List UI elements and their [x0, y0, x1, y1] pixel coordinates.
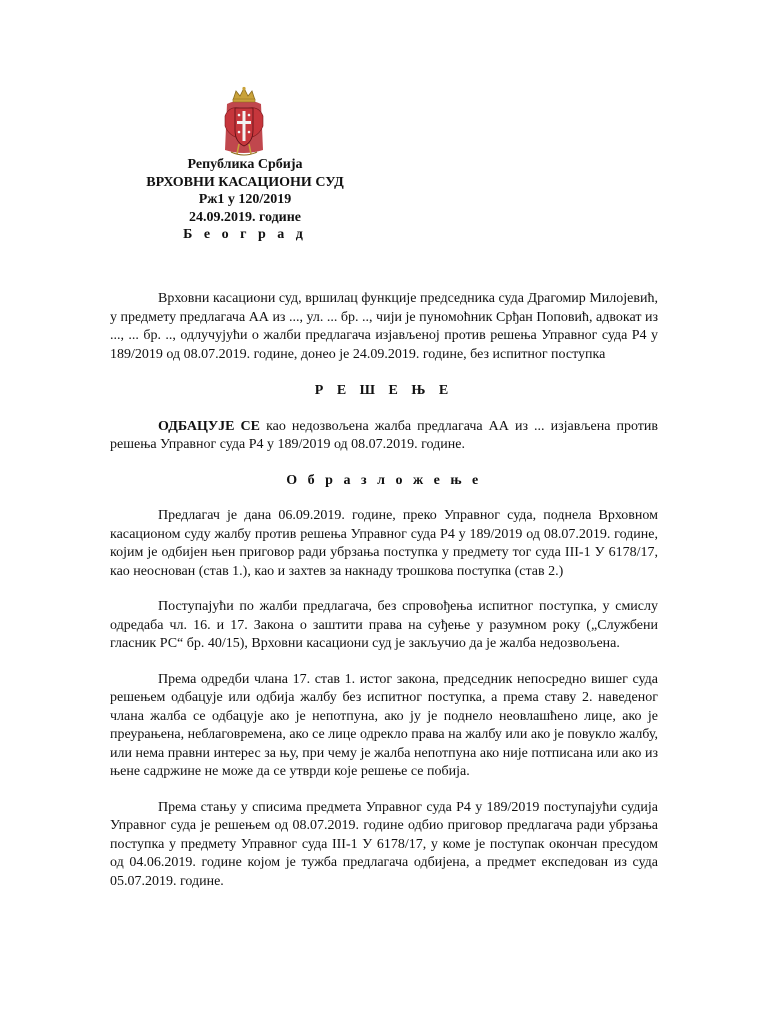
reasoning-title: О б р а з л о ж е њ е: [286, 472, 482, 488]
document-header: [120, 156, 370, 244]
decision-paragraph: [110, 418, 658, 455]
reasoning-paragraph-4: Према стању у списима предмета Управног суда Р4 у 189/2019 поступајући судија Управног суда је решењем од 08.07.2019. године одбио приговор предлагача ради убрзања поступка у предмету Управног суда III-1 У 6178/17, у коме је поступак окончан пресудом од 04.06.2019. године којом је тужба предлагача одбијена, а предмет експедован из суда 05.07.2019. године.: [110, 799, 658, 889]
reasoning-paragraph-3: Према одредби члана 17. став 1. истог закона, председник непосредно вишег суда решењем одбацује или одбија жалбу без испитног поступка, а према ставу 2. наведеног члана жалба се одбацује ако је непотпуна, ако ју је поднело неовлашћено лице, ако је преурањена, неблаговремена, ако се лице одрекло права на жалбу или ако је повукло жалбу, или нема правни интерес за њу, при чему је жалба непотпуна ако није потписана или ако из њене садржине не може да се утврди које решење се побија.: [110, 671, 658, 779]
serbian-coat-of-arms-icon: [219, 86, 269, 158]
country-name: Република Србија: [187, 157, 303, 172]
document-body: [110, 290, 658, 891]
decision-text: као недозвољена жалба предлагача АА из ... изјављена против решења Управног суда Р4 у 189/2019 од 08.07.2019. године.: [110, 418, 658, 452]
case-number: Рж1 у 120/2019: [198, 192, 292, 208]
intro-paragraph: Врховни касациони суд, вршилац функције председника суда Драгомир Милојевић, у предмету предлагача АА из ..., ул. ... бр. .., чији је пуномоћник Срђан Поповић, адвокат из ..., ... бр. .., одлучујући о жалби предлагача изјављеној против решења Управног суда Р4 у 189/2019 од 08.07.2019. године, донео је 24.09.2019. године, без испитног поступка: [110, 291, 658, 362]
document-date: 24.09.2019. године: [188, 209, 302, 225]
reasoning-paragraph-1: Предлагач је дана 06.09.2019. године, преко Управног суда, поднела Врховном касационом суду жалбу против решења Управног суда Р4 у 189/2019 од 08.07.2019. године, којим је одбијен њен приговор ради убрзања поступка у предмету тог суда III-1 У 6178/17, као неоснован (став 1.), као и захтев за накнаду трошкова поступка (став 2.): [110, 508, 658, 579]
court-name: ВРХОВНИ КАСАЦИОНИ СУД: [146, 174, 344, 190]
city-name: Б е о г р а д: [183, 227, 307, 243]
decision-title: Р Е Ш Е Њ Е: [314, 383, 454, 398]
decision-lead: ОДБАЦУЈЕ СЕ: [158, 418, 261, 434]
reasoning-paragraph-2: Поступајући по жалби предлагача, без спровођења испитног поступка, у смислу одредаба чл. 16. и 17. Закона о заштити права на суђење у разумном року („Службени гласник РС“ бр. 40/15), Врховни касациони суд је закључио да је жалба недозвољена.: [110, 599, 658, 651]
